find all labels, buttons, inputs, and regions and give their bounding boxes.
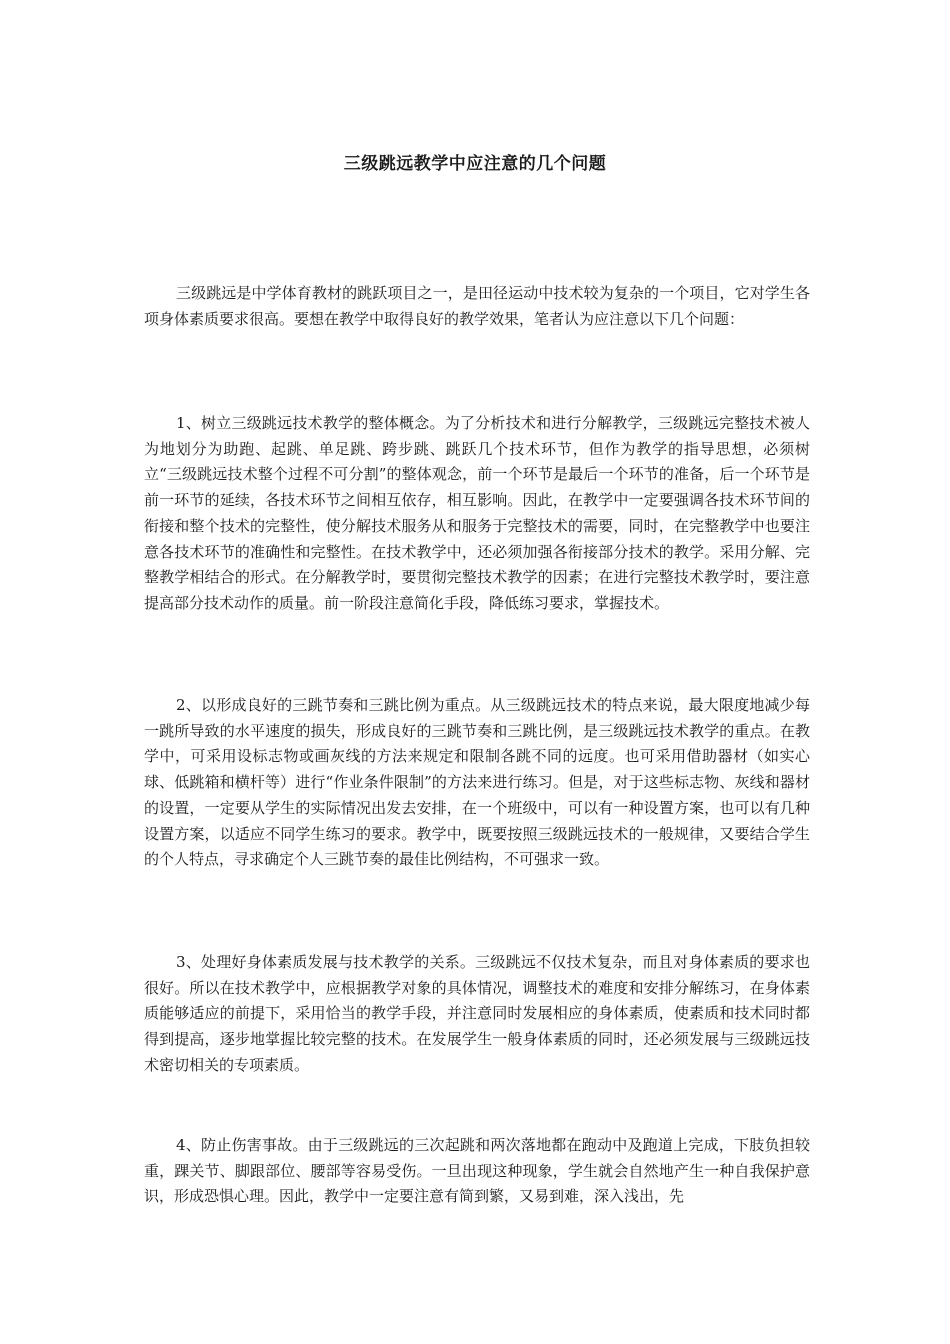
paragraph-1: 1、树立三级跳远技术教学的整体概念。为了分析技术和进行分解教学，三级跳远完整技术被人为地划分为助跑、起跳、单足跳、跨步跳、跳跃几个技术环节，但作为教学的指导思想，必须树立“三级跳远技术整个过程不可分割”的整体观念，前一个环节是最后一个环节的准备，后一个环节是前一环节的延续，各技术环节之间相互依存，相互影响。因此，在教学中一定要强调各技术环节间的衔接和整个技术的完整性，使分解技术服务从和服务于完整技术的需要，同时，在完整教学中也要注意各技术环节的准确性和完整性。在技术教学中，还必须加强各衔接部分技术的教学。采用分解、完整教学相结合的形式。在分解教学时，要贯彻完整技术教学的因素；在进行完整技术教学时，要注意提高部分技术动作的质量。前一阶段注意简化手段，降低练习要求，掌握技术。 bbox=[144, 414, 810, 612]
intro-paragraph: 三级跳远是中学体育教材的跳跃项目之一，是田径运动中技术较为复杂的一个项目，它对学生各项身体素质要求很高。要想在教学中取得良好的教学效果，笔者认为应注意以下几个问题： bbox=[144, 284, 810, 328]
paragraph-4: 4、防止伤害事故。由于三级跳远的三次起跳和两次落地都在跑动中及跑道上完成，下肢负担较重，踝关节、脚跟部位、腰部等容易受伤。一旦出现这种现象，学生就会自然地产生一种自我保护意识，形成恐惧心理。因此，教学中一定要注意有简到繁，又易到难，深入浅出，先 bbox=[144, 1136, 810, 1206]
document-title: 三级跳远教学中应注意的几个问题 bbox=[343, 154, 607, 174]
paragraph-2: 2、以形成良好的三跳节奏和三跳比例为重点。从三级跳远技术的特点来说，最大限度地减少每一跳所导致的水平速度的损失，形成良好的三跳节奏和三跳比例，是三级跳远技术教学的重点。在教学中，可采用设标志物或画灰线的方法来规定和限制各跳不同的远度。也可采用借助器材（如实心球、低跳箱和横杆等）进行“作业条件限制”的方法来进行练习。但是，对于这些标志物、灰线和器材的设置，一定要从学生的实际情况出发去安排，在一个班级中，可以有一种设置方案，也可以有几种设置方案，以适应不同学生练习的要求。教学中，既要按照三级跳远技术的一般规律，又要结合学生的个人特点，寻求确定个人三跳节奏的最佳比例结构，不可强求一致。 bbox=[144, 696, 810, 869]
paragraph-3: 3、处理好身体素质发展与技术教学的关系。三级跳远不仅技术复杂，而且对身体素质的要求也很好。所以在技术教学中，应根据教学对象的具体情况，调整技术的难度和安排分解练习，在身体素质能够适应的前提下，采用恰当的教学手段，并注意同时发展相应的身体素质，使素质和技术同时都得到提高，逐步地掌握比较完整的技术。在发展学生一般身体素质的同时，还必须发展与三级跳远技术密切相关的专项素质。 bbox=[144, 953, 810, 1074]
